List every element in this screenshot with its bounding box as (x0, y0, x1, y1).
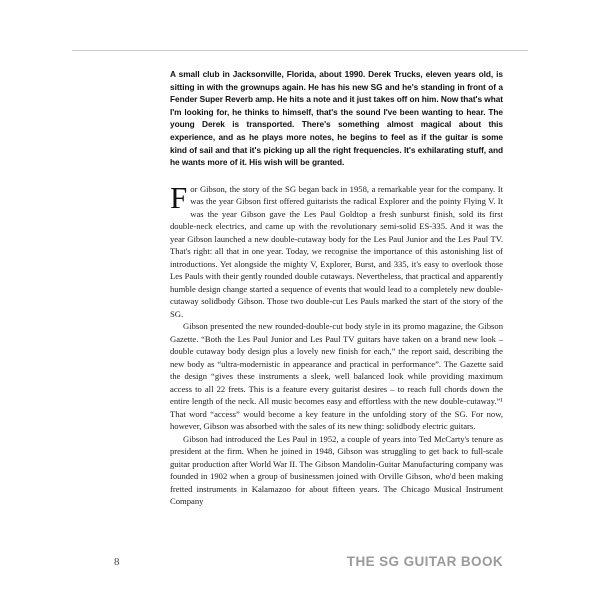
drop-cap: F (170, 179, 188, 215)
intro-paragraph: A small club in Jacksonville, Florida, about 1990. Derek Trucks, eleven years old, is sitting in with the grownups again. He has his new SG and he's standing in front of a Fender Super Reverb amp. He hits a note and it just takes off on him. Now that's what I'm looking for, he thinks to himself, that's the sound I've been wanting to hear. The young Derek is transported. There's something almost magical about this experience, and as he plays more notes, he begins to feel as if the guitar is some kind of sail and that it's picking up all the right frequencies. It's exhilarating stuff, and he wants more of it. His wish will be granted. (170, 69, 503, 168)
paragraph-1-text: or Gibson, the story of the SG began back in 1958, a remarkable year for the company. It was the year Gibson first offered guitarists the radical Explorer and the pointy Flying V. It was the year Gibson gave the Les Paul Goldtop a fresh sunburst finish, sold its first double-neck electrics, and came up with the revolutionary semi-solid ES-335. And it was the year Gibson launched a new double-cutaway body for the Les Paul Junior and the Les Paul TV. That's right: all that in one year. Today, we recognise the importance of this astonishing list of introductions. Yet alongside the mighty V, Explorer, Burst, and 335, it's easy to overlook those Les Pauls with their gently rounded double cutaways. Nevertheless, that practical and apparently humble design change started a sequence of events that would lead to a completely new double-cutaway solidbody Gibson. Those two double-cut Les Pauls marked the start of the story of the SG. (170, 183, 503, 319)
header-rule (72, 50, 528, 51)
page-content (170, 68, 503, 508)
paragraph-3: Gibson had introduced the Les Paul in 1952, a couple of years into Ted McCarty's tenure as president at the firm. When he joined in 1948, Gibson was struggling to get back to full-scale guitar production after World War II. The Gibson Mandolin-Guitar Manufacturing company was founded in 1902 when a group of businessmen joined with Orville Gibson, who'd been making fretted instruments in Kalamazoo for about fifteen years. The Chicago Musical Instrument Company (170, 433, 503, 507)
paragraph-1 (170, 179, 503, 321)
paragraph-2: Gibson presented the new rounded-double-cut body style in its promo magazine, the Gibson Gazette. “Both the Les Paul Junior and Les Paul TV guitars have taken on a brand new look – double cutaway body design plus a lovely new finish for each,” the report said, describing the new body as “ultra-modernistic in appearance and practical in performance”. The Gazette said the design “gives these instruments a sleek, well balanced look while providing maximum access to all 22 frets. This is a feature every guitarist desires – to reach full chords down the entire length of the neck. All music becomes easy and effortless with the new double-cutaway.”¹ That word “access” would become a key feature in the unfolding story of the SG. For now, however, Gibson was absorbed with the sales of its new thing: solidbody electric guitars. (170, 321, 503, 432)
page-number: 8 (114, 556, 120, 568)
body-text (170, 179, 503, 508)
running-head: THE SG GUITAR BOOK (346, 554, 503, 569)
page-footer (0, 556, 600, 580)
